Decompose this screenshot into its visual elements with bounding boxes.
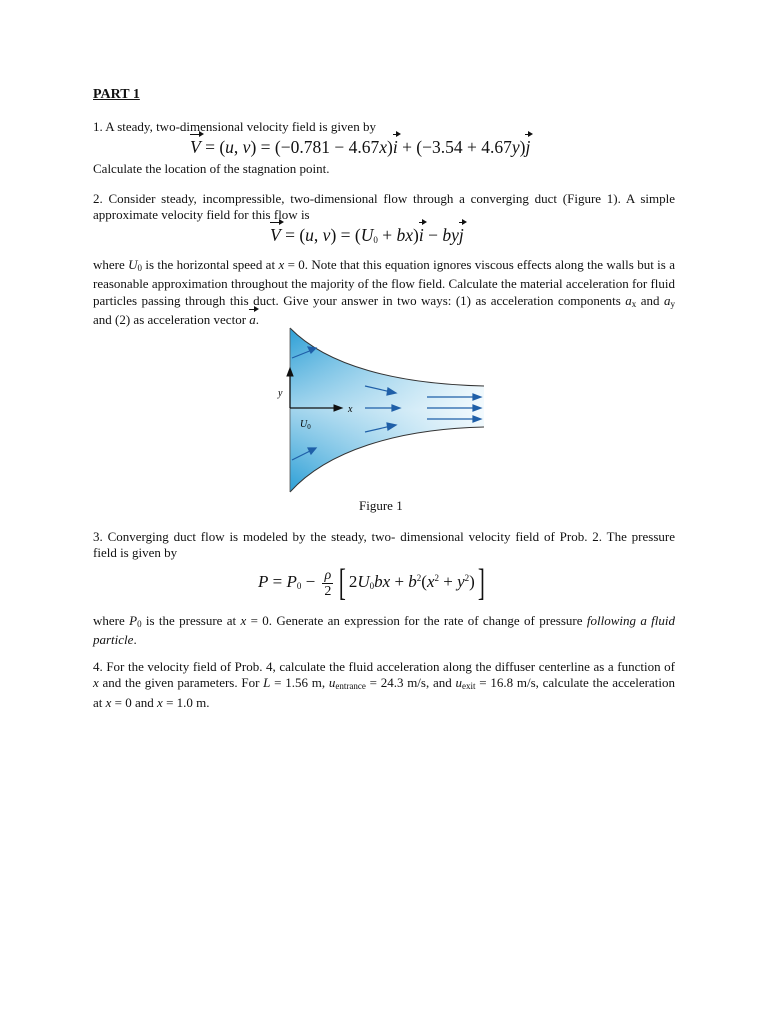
- problem-3-intro: 3. Converging duct flow is modeled by the steady, two- dimensional velocity field of Prob. 2. The pressure field is given by: [93, 529, 675, 561]
- problem-2-body: where $U_0$ is the horizontal speed at x = 0. Note that this equation ignores viscous effects along the walls but is a reasonable approximation throughout the majority of the flow field. Calculate the material acceleration for fluid particles passing through this duct. Give your answer in two ways: (1) as acceleration components $a_x$ and $a_y$ and (2) as acceleration vector a.: [93, 257, 675, 328]
- problem-2-equation: V = (u, $v) = (U_0 + bx)i$ − byj: [270, 225, 464, 245]
- y-axis-label: y: [278, 388, 283, 399]
- problem-4: 4. For the velocity field of Prob. 4, calculate the fluid acceleration along the diffuser centerline as a function of x and the given parameters. For L = 1.56 m, $u_{entrance} = 24.3$ m/s, and $u_{exit} = 16.8$ m/s, calculate the acceleration at x = 0 and x = 1.0 m.: [93, 659, 675, 710]
- problem-1-equation: V = (u, v) = (−0.781 − 4.67x)i + (−3.54 + 4.67y)j: [190, 137, 531, 157]
- problem-1-question: Calculate the location of the stagnation point.: [93, 161, 330, 176]
- converging-duct-figure: [278, 326, 487, 494]
- problem-1-intro: 1. A steady, two-dimensional velocity field is given by: [93, 119, 376, 134]
- problem-3-equation: $P = P_0$ − $\frac{\rho}{2}$ [ $2U_0bx + b^2(x^2 + y^2)$]: [258, 562, 485, 604]
- figure-caption: Figure 1: [359, 498, 403, 513]
- x-axis-label: x: [348, 404, 353, 415]
- problem-3-body: where $P_0$ is the pressure at x = 0. Generate an expression for the rate of change of pressure following a fluid particle.: [93, 613, 675, 648]
- u0-label: $U_0$: [300, 419, 311, 431]
- part-heading: PART 1: [93, 87, 140, 102]
- acceleration-vector-symbol: a: [249, 312, 256, 328]
- problem-2-intro: 2. Consider steady, incompressible, two-dimensional flow through a converging duct (Figure 1). A simple approximate velocity field for this flow is: [93, 191, 675, 223]
